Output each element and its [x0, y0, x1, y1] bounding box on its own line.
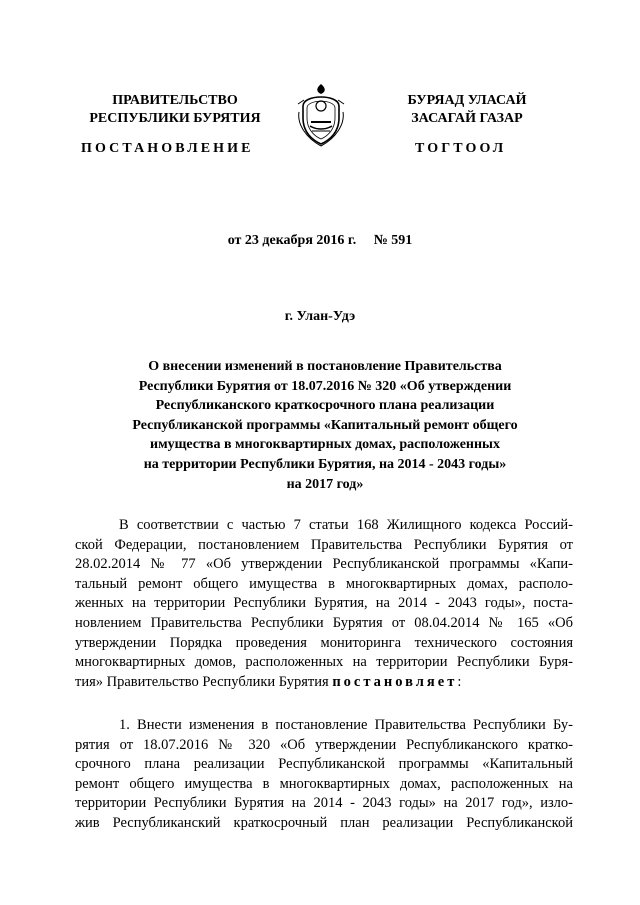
decree-label-bur: ТОГТООЛ	[415, 141, 507, 156]
paragraph-line: жив Республиканский краткосрочный план реализации Республиканской	[75, 814, 573, 831]
paragraph-line: новлением Правительства Республики Бурятия от 08.04.2014 № 165 «Об	[75, 614, 573, 631]
decree-city: г. Улан-Удэ	[284, 309, 356, 324]
government-name-ru	[70, 92, 280, 128]
decree-label-ru: ПОСТАНОВЛЕНИЕ	[81, 141, 254, 156]
decree-date-number	[0, 233, 640, 249]
government-name-bur-line2: ЗАСАГАЙ ГАЗАР	[411, 111, 523, 126]
clause-1-paragraph	[75, 716, 573, 834]
title-line: Республиканского краткосрочного плана реализации	[155, 398, 495, 414]
paragraph-line: ской Федерации, постановлением Правительства Республики Бурятия от	[75, 536, 573, 553]
paragraph-line: женных на территории Республики Бурятия, на 2014 - 2043 годы», поста-	[75, 595, 573, 612]
title-line: Республики Бурятия от 18.07.2016 № 320 «Об утверждении	[138, 378, 512, 394]
paragraph-line-end: :	[457, 673, 462, 690]
paragraph-line-start: тия» Правительство Республики Бурятия	[75, 673, 329, 690]
decree-date: от 23 декабря 2016 г.	[227, 233, 357, 248]
resolves-keyword: постановляет	[332, 673, 458, 690]
paragraph-line: В соответствии с частью 7 статьи 168 Жилищного кодекса Россий-	[119, 517, 573, 533]
decree-number: № 591	[373, 233, 413, 248]
decree-title	[80, 357, 570, 494]
paragraph-line: утверждении Порядка проведения мониторинга технического состояния	[75, 634, 573, 651]
title-line: Республиканской программы «Капитальный ремонт общего	[132, 417, 518, 433]
coat-of-arms-icon	[296, 82, 346, 148]
paragraph-line: территории Республики Бурятия на 2014 - 2043 годы» на 2017 год», изло-	[75, 795, 573, 812]
preamble-paragraph	[75, 516, 573, 692]
government-name-bur-line1: БУРЯАД УЛАСАЙ	[407, 93, 527, 108]
paragraph-line-last	[75, 673, 573, 693]
paragraph-line: 1. Внести изменения в постановление Правительства Республики Бу-	[119, 717, 573, 733]
title-line: на 2017 год»	[286, 476, 364, 492]
paragraph-line: ремонт общего имущества в многоквартирных домах, расположенных на	[75, 775, 573, 792]
paragraph-line: рятия от 18.07.2016 № 320 «Об утверждении Республиканского кратко-	[75, 736, 573, 753]
government-name-ru-line2: РЕСПУБЛИКИ БУРЯТИЯ	[89, 111, 261, 126]
paragraph-line: тальный ремонт общего имущества в многоквартирных домах, располо-	[75, 575, 573, 592]
paragraph-line: 28.02.2014 № 77 «Об утверждении Республиканской программы «Капи-	[75, 556, 573, 573]
government-name-bur	[362, 92, 572, 128]
government-name-ru-line1: ПРАВИТЕЛЬСТВО	[112, 93, 238, 108]
paragraph-line: срочного плана реализации Республиканской программы «Капитальный	[75, 756, 573, 773]
paragraph-line: многоквартирных домов, расположенных на территории Республики Буря-	[75, 654, 573, 671]
title-line: на территории Республики Бурятия, на 2014 - 2043 годы»	[143, 456, 507, 472]
title-line: имущества в многоквартирных домах, расположенных	[150, 437, 500, 453]
title-line: О внесении изменений в постановление Правительства	[148, 359, 502, 374]
